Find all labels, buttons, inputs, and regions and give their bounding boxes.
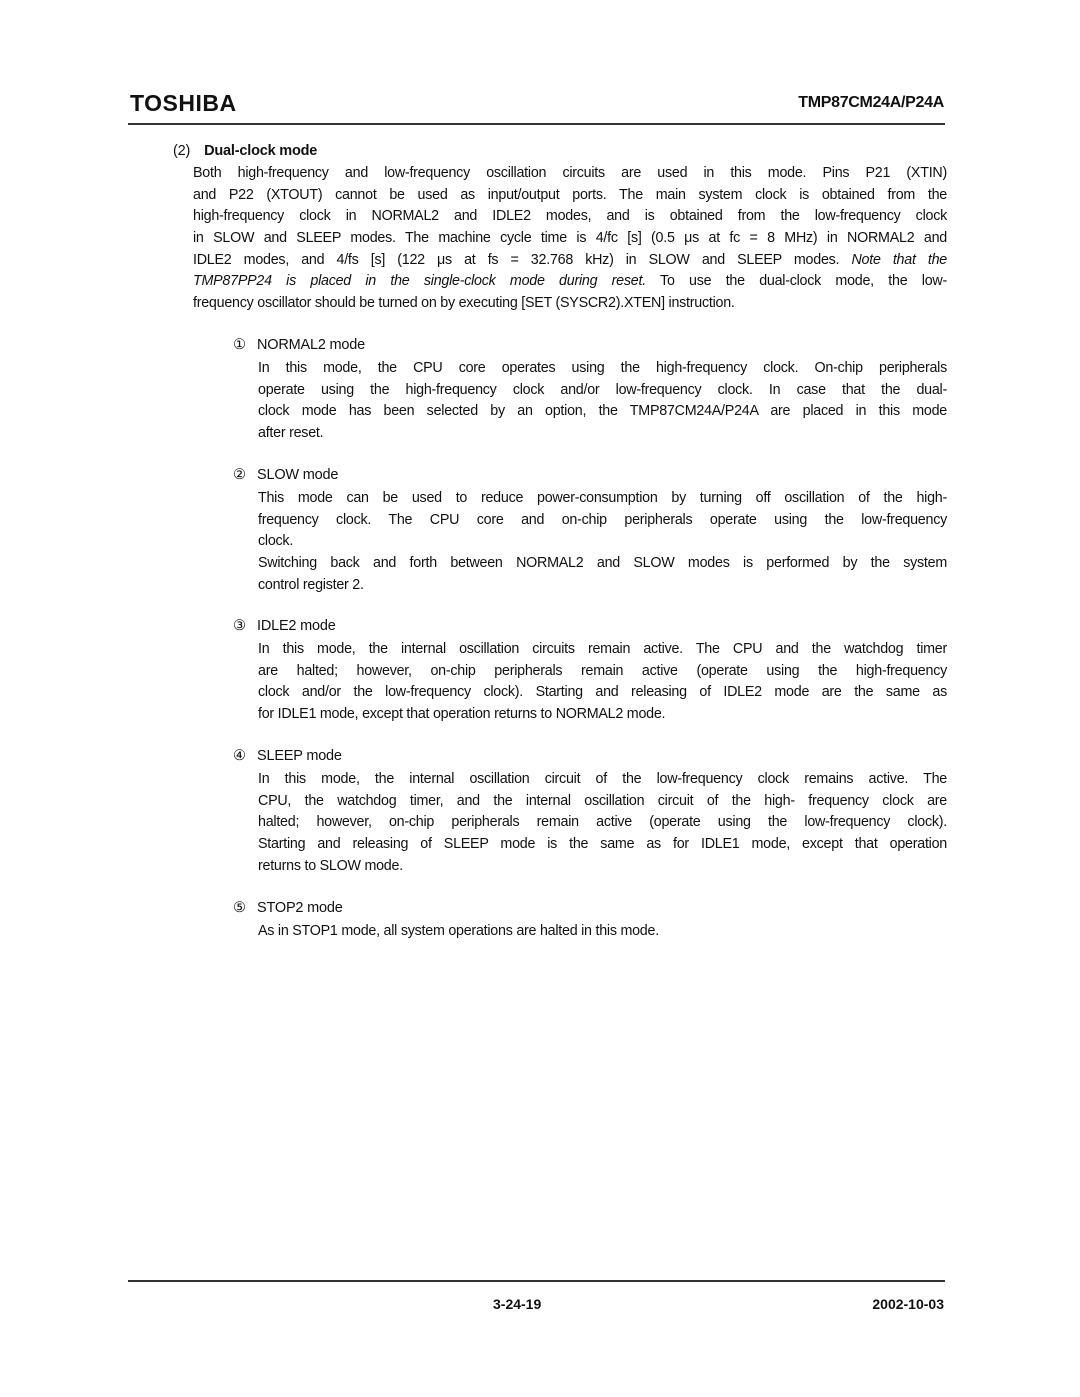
section-number: (2): [173, 143, 191, 159]
document-model: TMP87CM24A/P24A: [798, 94, 944, 111]
mode-item-body: [258, 358, 947, 445]
paragraph-line: [193, 228, 947, 250]
paragraph-line: operate using the high-frequency clock and/or low-frequency clock. In case that the dual-: [258, 381, 947, 398]
paragraph-line: [193, 250, 947, 272]
paragraph-line: control register 2.: [258, 576, 364, 593]
header-rule: [128, 123, 945, 125]
item-number: ④: [233, 748, 246, 764]
paragraph-line: [193, 206, 947, 228]
text-span: To use the dual-clock mode, the low-: [645, 273, 947, 290]
paragraph-line: As in STOP1 mode, all system operations are halted in this mode.: [258, 923, 659, 939]
paragraph-line: In this mode, the internal oscillation circuits remain active. The CPU and the watchdog timer: [258, 641, 947, 657]
mode-item-heading: [233, 337, 365, 353]
paragraph-line: [193, 163, 947, 185]
mode-item-body: [258, 639, 947, 726]
mode-item-heading: [233, 748, 342, 764]
item-number: ②: [233, 467, 246, 483]
text-span: IDLE2 modes, and 4/fs [s] (122 μs at fs = 32.768 kHz) in SLOW and SLEEP modes.: [193, 251, 852, 268]
paragraph-line: Starting and releasing of SLEEP mode is the same as for IDLE1 mode, except that operation: [258, 836, 947, 853]
mode-item-heading: [233, 618, 336, 634]
item-title: SLEEP mode: [257, 748, 342, 764]
item-number: ⑤: [233, 900, 246, 916]
item-title: SLOW mode: [257, 467, 339, 483]
paragraph-line: clock mode has been selected by an option, the TMP87CM24A/P24A are placed in this mode: [258, 403, 947, 420]
paragraph-line: frequency clock. The CPU core and on-chip peripherals operate using the low-frequency: [258, 511, 947, 528]
paragraph-line: In this mode, the internal oscillation circuit of the low-frequency clock remains active. The: [258, 771, 947, 787]
paragraph-line: clock and/or the low-frequency clock). Starting and releasing of IDLE2 mode are the same as: [258, 684, 947, 701]
page-number: 3-24-19: [493, 1296, 542, 1312]
item-number: ③: [233, 618, 246, 634]
paragraph-line: [193, 271, 947, 293]
item-number: ①: [233, 337, 246, 353]
section-title: Dual-clock mode: [204, 143, 318, 159]
item-title: NORMAL2 mode: [257, 337, 365, 353]
paragraph-line: are halted; however, on-chip peripherals remain active (operate using the high-frequency: [258, 662, 947, 679]
paragraph-line: [193, 293, 947, 315]
paragraph-line: returns to SLOW mode.: [258, 857, 403, 874]
paragraph-line: after reset.: [258, 425, 324, 442]
text-span: high-frequency clock in NORMAL2 and IDLE2 modes, and is obtained from the low-frequency clock: [193, 208, 947, 225]
paragraph-line: In this mode, the CPU core operates using the high-frequency clock. On-chip peripherals: [258, 360, 947, 376]
mode-item-heading: [233, 900, 343, 916]
mode-item-body: [258, 488, 947, 596]
paragraph-line: [193, 185, 947, 207]
text-span: in SLOW and SLEEP modes. The machine cycle time is 4/fc [s] (0.5 μs at fc = 8 MHz) in NORMAL2 and: [193, 230, 947, 247]
paragraph-line: This mode can be used to reduce power-consumption by turning off oscillation of the high-: [258, 490, 947, 506]
mode-item-body: [258, 921, 947, 943]
paragraph-line: Switching back and forth between NORMAL2 and SLOW modes is performed by the system: [258, 555, 947, 572]
paragraph-line: CPU, the watchdog timer, and the internal oscillation circuit of the high- frequency clock are: [258, 792, 947, 809]
text-span: and P22 (XTOUT) cannot be used as input/output ports. The main system clock is obtained from the: [193, 186, 947, 203]
mode-item-body: [258, 769, 947, 877]
paragraph-line: halted; however, on-chip peripherals remain active (operate using the low-frequency clock).: [258, 814, 947, 831]
footer-rule: [128, 1280, 945, 1282]
paragraph-line: for IDLE1 mode, except that operation returns to NORMAL2 mode.: [258, 706, 666, 723]
footer-date: 2002-10-03: [872, 1296, 944, 1312]
italic-text: Note that the: [851, 251, 947, 268]
text-span: Both high-frequency and low-frequency oscillation circuits are used in this mode. Pins P21 (XTIN): [193, 165, 947, 181]
section-body: [193, 163, 947, 315]
toshiba-logo: TOSHIBA: [130, 90, 237, 116]
paragraph-line: clock.: [258, 533, 294, 550]
mode-item-heading: [233, 467, 338, 483]
italic-text: TMP87PP24 is placed in the single-clock mode during reset.: [193, 273, 646, 290]
section-heading: [173, 143, 317, 159]
item-title: STOP2 mode: [257, 900, 343, 916]
item-title: IDLE2 mode: [257, 618, 336, 634]
text-span: frequency oscillator should be turned on by executing [SET (SYSCR2).XTEN] instruction.: [193, 295, 735, 312]
